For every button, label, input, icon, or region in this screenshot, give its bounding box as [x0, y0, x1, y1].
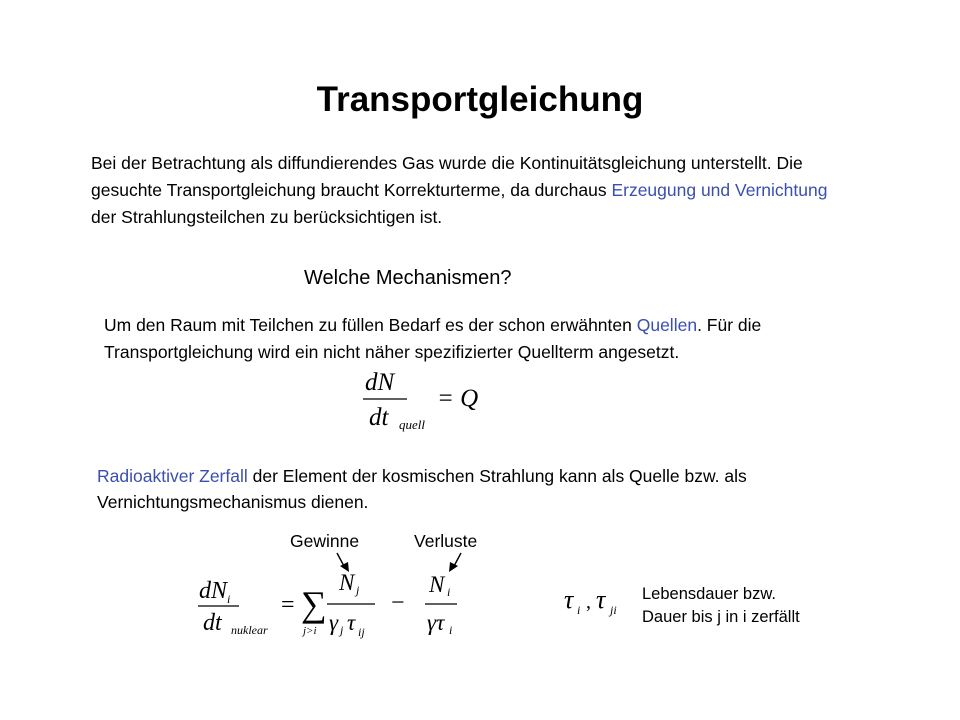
intro-paragraph [91, 150, 851, 231]
tau-comma: , [586, 591, 591, 613]
nuclear-equation [195, 566, 475, 646]
lifetime-line-2: Dauer bis j in i zerfällt [642, 608, 800, 626]
intro-highlight: Erzeugung und Vernichtung [611, 180, 828, 200]
decay-text: der Element der kosmischen Strahlung kann als Quelle bzw. als Vernichtungsmechanismus dienen. [97, 466, 747, 512]
eq2-t2-num-sub: i [447, 585, 451, 599]
eq2-minus: − [391, 590, 405, 616]
tau-i-sub: i [577, 603, 581, 617]
decay-paragraph [97, 463, 857, 515]
eq1-numerator: dN [365, 369, 395, 396]
intro-text-1: Bei der Betrachtung als diffundierendes Gas wurde die Kontinuitätsgleichung unterstellt. Die gesuchte Transportgleichung braucht Korrekturterme, da durchaus [91, 153, 803, 200]
losses-label: Verluste [414, 531, 478, 551]
eq2-t1-gamma: γ [329, 610, 339, 635]
eq2-equals: = [281, 592, 295, 618]
question-heading: Welche Mechanismen? [304, 267, 512, 289]
eq1-subscript: quell [399, 417, 425, 432]
eq2-t2-numerator: N [429, 572, 445, 597]
source-equation [355, 362, 485, 432]
eq2-lhs-denominator: dt [203, 610, 222, 636]
lifetime-line-1: Lebensdauer bzw. [642, 585, 776, 603]
intro-text-2: der Strahlungsteilchen zu berücksichtigen ist. [91, 207, 443, 227]
eq1-denominator: dt [369, 404, 389, 431]
sources-text-2: . Für die Transportgleichung wird ein nicht näher spezifizierter Quellterm angesetzt. [104, 315, 762, 362]
eq2-t1-tau: τ [347, 610, 356, 635]
eq2-lhs-num-sub: i [227, 592, 231, 606]
tau-symbols [562, 582, 634, 622]
eq1-rhs: = Q [437, 385, 479, 412]
eq2-sum-icon: ∑ [301, 584, 327, 624]
tau-ji-sub: ji [610, 603, 617, 617]
eq2-t2-den-sub: i [449, 623, 453, 637]
sources-highlight: Quellen [636, 315, 698, 335]
eq2-t1-gamma-sub: j [340, 623, 344, 637]
tau-i: τ [564, 585, 574, 614]
eq2-t1-num-sub: j [356, 583, 360, 597]
lifetime-note [642, 583, 800, 629]
sources-paragraph [104, 312, 864, 366]
gains-label: Gewinne [290, 531, 360, 551]
eq2-t1-numerator: N [339, 570, 355, 595]
page-title: Transportgleichung [316, 80, 644, 119]
eq2-sum-index: j>i [303, 625, 317, 637]
eq2-lhs-numerator: dN [199, 578, 228, 604]
eq2-t1-tau-sub: ij [358, 625, 365, 639]
eq2-lhs-subscript: nuklear [231, 623, 268, 637]
sources-text-1: Um den Raum mit Teilchen zu füllen Bedarf es der schon erwähnten [104, 315, 637, 335]
decay-highlight: Radioaktiver Zerfall [97, 466, 248, 486]
eq2-t2-den: γτ [427, 610, 445, 635]
tau-ji: τ [596, 585, 606, 614]
